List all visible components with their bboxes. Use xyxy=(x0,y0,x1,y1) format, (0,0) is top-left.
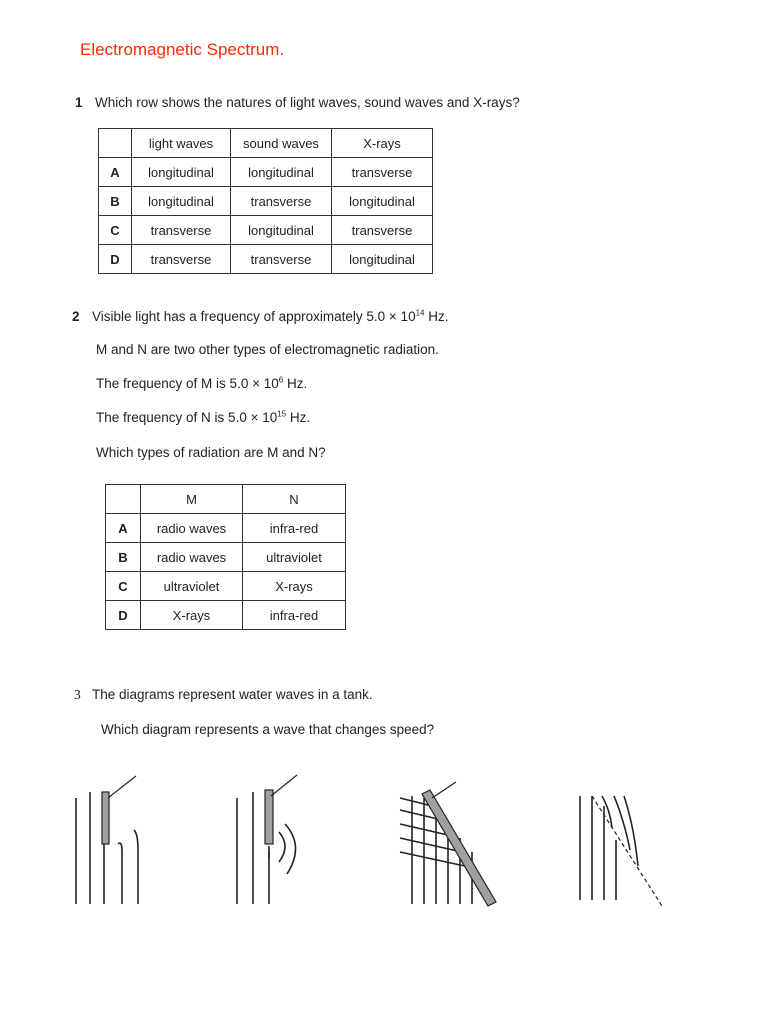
option-letter[interactable]: A xyxy=(106,514,141,543)
question-2-line-3 xyxy=(96,376,307,391)
question-1-number: 1 xyxy=(75,95,83,110)
table-row xyxy=(106,601,346,630)
table-cell: transverse xyxy=(231,187,332,216)
question-3-line-2: Which diagram represents a wave that changes speed? xyxy=(101,722,435,737)
wavefronts xyxy=(580,796,638,900)
question-3-text: The diagrams represent water waves in a tank. xyxy=(92,687,373,702)
option-letter[interactable]: D xyxy=(99,245,132,274)
wave-diagram-c[interactable] xyxy=(392,780,508,910)
table-row xyxy=(99,216,433,245)
header-cell xyxy=(106,485,141,514)
table-cell: longitudinal xyxy=(231,216,332,245)
exponent: 6 xyxy=(278,375,284,385)
question-1-text: Which row shows the natures of light waves, sound waves and X-rays? xyxy=(95,95,520,110)
exponent: 15 xyxy=(277,409,287,419)
table-header-row xyxy=(106,485,346,514)
question-2-line-1 xyxy=(72,309,449,324)
option-letter[interactable]: D xyxy=(106,601,141,630)
table-cell: X-rays xyxy=(141,601,243,630)
barrier xyxy=(102,792,109,844)
table-row xyxy=(99,245,433,274)
question-3-line-1 xyxy=(74,687,373,703)
table-cell: longitudinal xyxy=(132,187,231,216)
question-2-table xyxy=(105,484,346,630)
table-row xyxy=(99,158,433,187)
header-cell: light waves xyxy=(132,129,231,158)
wave-diagram-b[interactable] xyxy=(225,770,315,910)
table-row xyxy=(99,187,433,216)
page-title: Electromagnetic Spectrum. xyxy=(80,40,285,59)
table-cell: longitudinal xyxy=(132,158,231,187)
barrier-pointer xyxy=(271,775,297,796)
exponent: 14 xyxy=(415,308,425,318)
table-cell: transverse xyxy=(332,216,433,245)
option-letter[interactable]: B xyxy=(106,543,141,572)
barrier-pointer xyxy=(432,782,456,798)
question-2-text: Visible light has a frequency of approximately 5.0 × 10 xyxy=(92,309,416,324)
table-cell: infra-red xyxy=(243,514,346,543)
table-cell: radio waves xyxy=(141,543,243,572)
table-cell: longitudinal xyxy=(231,158,332,187)
slanted-barrier xyxy=(422,790,496,906)
option-letter[interactable]: C xyxy=(99,216,132,245)
question-2-line-5: Which types of radiation are M and N? xyxy=(96,445,326,460)
question-2-text: The frequency of N is 5.0 × 10 xyxy=(96,410,278,425)
table-row xyxy=(106,543,346,572)
header-cell: N xyxy=(243,485,346,514)
table-row xyxy=(106,514,346,543)
option-letter[interactable]: A xyxy=(99,158,132,187)
unit-text: Hz. xyxy=(283,376,308,391)
table-cell: longitudinal xyxy=(332,187,433,216)
question-2-line-4 xyxy=(96,410,310,425)
table-cell: transverse xyxy=(132,245,231,274)
header-cell: M xyxy=(141,485,243,514)
unit-text: Hz. xyxy=(286,410,311,425)
barrier-pointer xyxy=(108,776,136,798)
option-letter[interactable]: C xyxy=(106,572,141,601)
wave-diagram-a[interactable] xyxy=(60,770,150,910)
question-2-text: The frequency of M is 5.0 × 10 xyxy=(96,376,279,391)
boundary-dashed-line xyxy=(592,796,662,906)
question-1-table xyxy=(98,128,433,274)
wave-diagram-d[interactable] xyxy=(572,790,668,910)
table-header-row xyxy=(99,129,433,158)
table-cell: transverse xyxy=(231,245,332,274)
question-2-line-2: M and N are two other types of electromagnetic radiation. xyxy=(96,342,439,357)
barrier xyxy=(265,790,273,844)
header-cell: X-rays xyxy=(332,129,433,158)
table-cell: ultraviolet xyxy=(243,543,346,572)
header-cell xyxy=(99,129,132,158)
option-letter[interactable]: B xyxy=(99,187,132,216)
header-cell: sound waves xyxy=(231,129,332,158)
table-cell: X-rays xyxy=(243,572,346,601)
table-row xyxy=(106,572,346,601)
table-cell: transverse xyxy=(332,158,433,187)
table-cell: longitudinal xyxy=(332,245,433,274)
question-2-number: 2 xyxy=(72,309,80,324)
table-cell: transverse xyxy=(132,216,231,245)
table-cell: infra-red xyxy=(243,601,346,630)
question-1 xyxy=(75,95,520,110)
question-3-number: 3 xyxy=(74,687,81,702)
table-cell: radio waves xyxy=(141,514,243,543)
unit-text: Hz. xyxy=(424,309,449,324)
table-cell: ultraviolet xyxy=(141,572,243,601)
